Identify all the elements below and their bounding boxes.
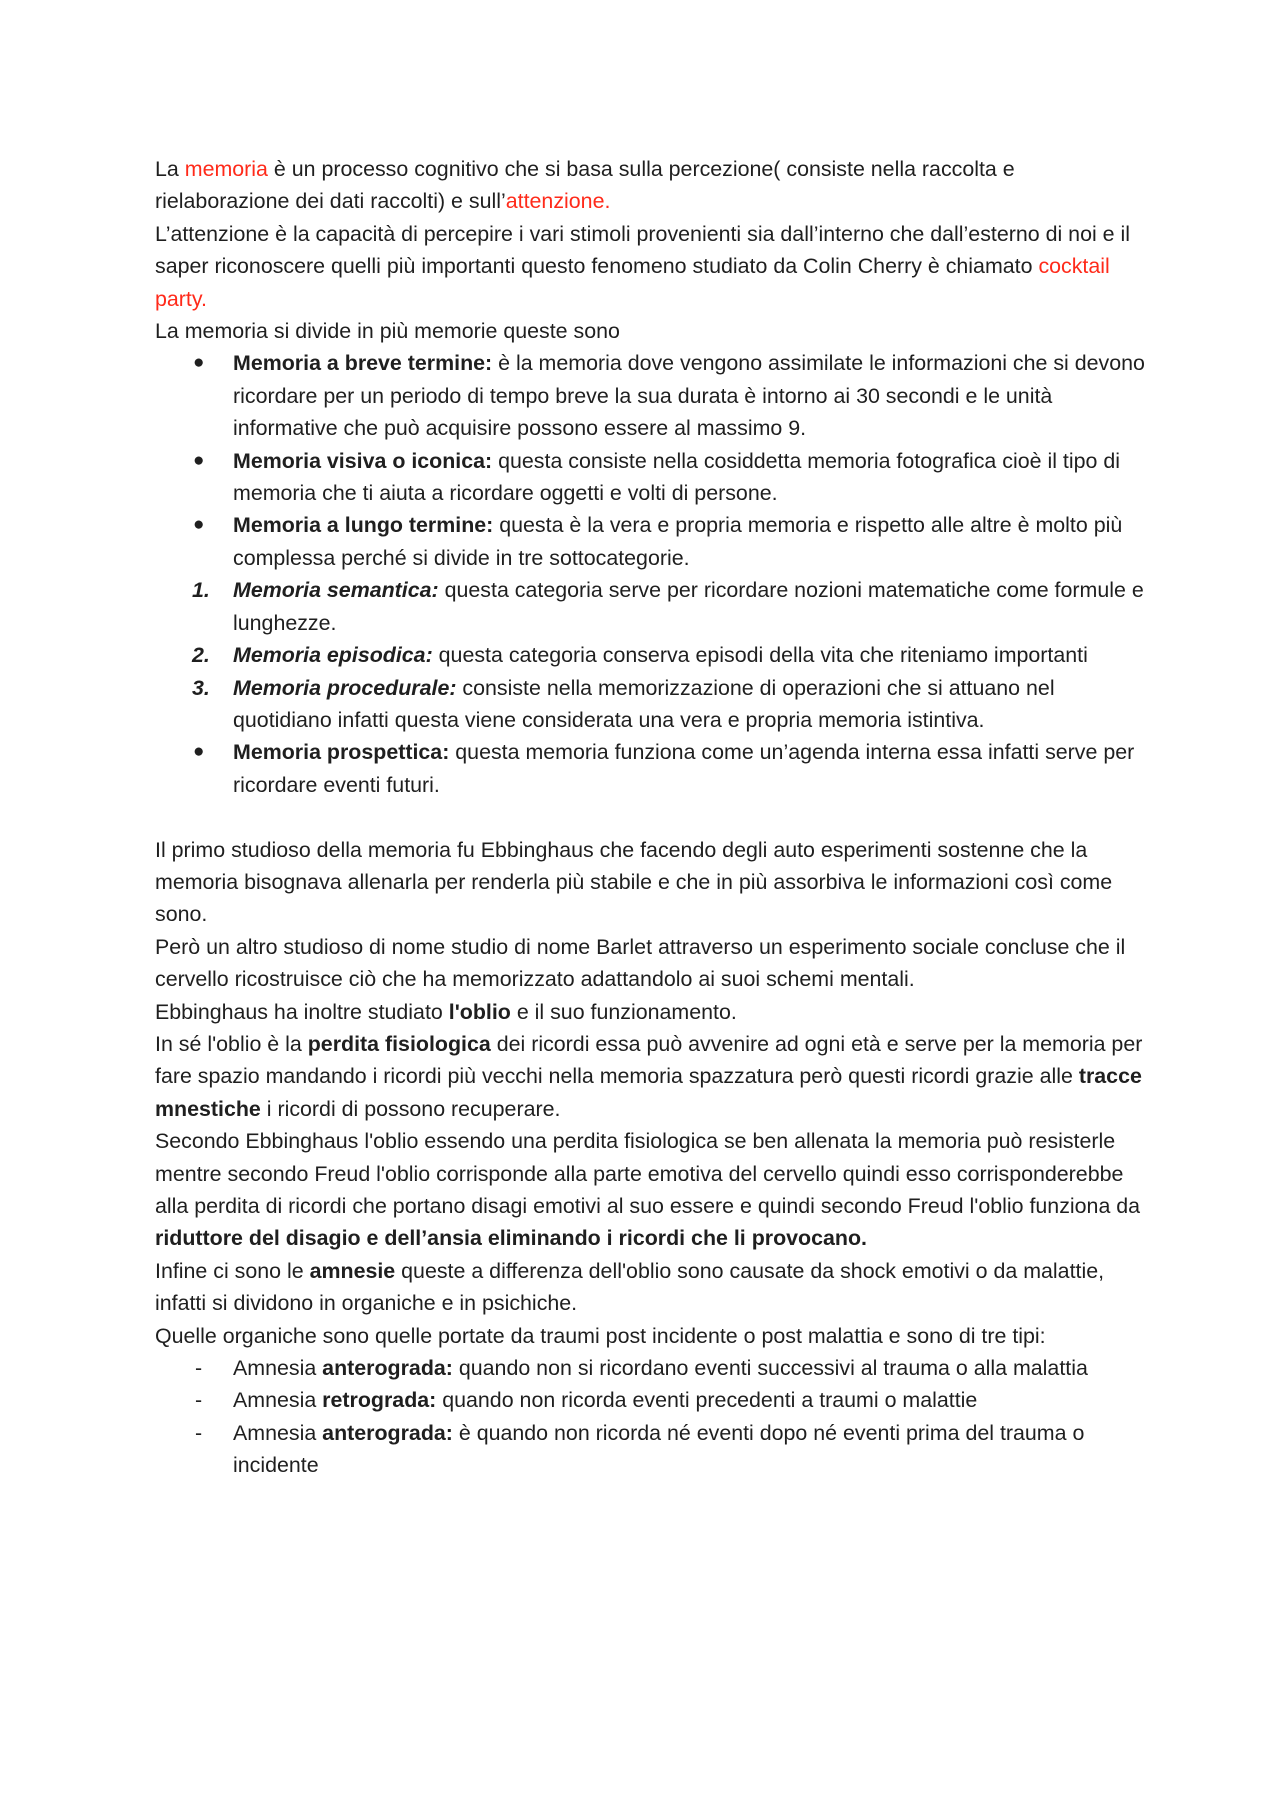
definition: questa consiste nella cosiddetta memoria fotografica cioè il tipo di memoria che ti aiuta a ricordare oggetti e volti di persone. <box>233 448 1120 506</box>
body-paragraph-barlet: Però un altro studioso di nome studio di nome Barlet attraverso un esperimento sociale concluse che il cervello ricostruisce ciò che ha memorizzato adattandolo ai suoi schemi mentali. <box>155 934 1126 992</box>
body-paragraph-organiche: Quelle organiche sono quelle portate da traumi post incidente o post malattia e sono di tre tipi: <box>155 1323 1046 1348</box>
body-paragraph-oblio-definition <box>155 1028 1145 1125</box>
paragraph-gap <box>155 801 1145 833</box>
list-item <box>155 639 1145 671</box>
term: Memoria a breve termine: <box>233 351 493 376</box>
text-run: L’attenzione è la capacità di percepire i vari stimoli provenienti sia dall’interno che dall’esterno di noi e il saper riconoscere quelli più importanti questo fenomeno studiato da Colin Cherry è chiamato <box>155 221 1131 279</box>
list-item <box>155 574 1145 639</box>
text-run: Infine ci sono le <box>155 1258 310 1283</box>
document-body <box>155 153 1145 1482</box>
term: anterograda: <box>322 1420 453 1445</box>
definition: consiste nella memorizzazione di operazioni che si attuano nel quotidiano infatti questa viene considerata una vera e propria memoria istintiva. <box>233 675 1055 732</box>
list-item <box>155 736 1145 801</box>
dash-marker: - <box>195 1356 203 1381</box>
list-number: 3. <box>192 675 210 700</box>
text-run: La <box>155 157 185 181</box>
definition: quando non ricorda eventi precedenti a traumi o malattie <box>436 1388 978 1413</box>
body-paragraph-freud <box>155 1125 1145 1255</box>
term: Memoria prospettica: <box>233 740 450 765</box>
list-item <box>155 347 1145 444</box>
definition: questa categoria conserva episodi della vita che riteniamo importanti <box>432 643 1088 668</box>
intro-paragraph-3: La memoria si divide in più memorie queste sono <box>155 319 620 344</box>
text-run: Amnesia <box>233 1420 323 1445</box>
dash-marker: - <box>195 1388 203 1413</box>
list-number: 2. <box>192 643 210 668</box>
text-run: dei ricordi essa può avvenire ad ogni età e serve per la memoria per fare spazio mandando i ricordi più vecchi nella memoria spazzatura però questi ricordi grazie alle <box>155 1031 1143 1089</box>
list-item <box>155 1384 1145 1416</box>
term: Memoria procedurale: <box>233 675 457 700</box>
list-item <box>155 672 1145 737</box>
list-number: 1. <box>192 578 210 603</box>
text-run: Secondo Ebbinghaus l'oblio essendo una perdita fisiologica se ben allenata la memoria può resisterle mentre secondo Freud l'oblio corrisponde alla parte emotiva del cervello quindi esso corrisponderebbe alla perdita di ricordi che portano disagi emotivi al suo essere e quindi secondo Freud l'oblio funziona da <box>155 1129 1141 1218</box>
term: Memoria episodica: <box>233 643 433 668</box>
bullet-icon: ● <box>193 449 205 471</box>
text-run: Amnesia <box>233 1388 323 1413</box>
term: Memoria semantica: <box>233 578 439 603</box>
term: retrograda: <box>322 1388 437 1413</box>
memory-types-list <box>155 347 1145 801</box>
term: Memoria visiva o iconica: <box>233 448 493 473</box>
definition: è quando non ricorda né eventi dopo né eventi prima del trauma o incidente <box>233 1420 1085 1478</box>
intro-paragraph-2 <box>155 218 1145 315</box>
term: Memoria a lungo termine: <box>233 513 494 538</box>
amnesia-types-list <box>155 1352 1145 1482</box>
text-run: queste a differenza dell'oblio sono causate da shock emotivi o da malattie, infatti si dividono in organiche e in psichiche. <box>155 1258 1105 1316</box>
term-perdita-fisiologica: perdita fisiologica <box>307 1031 491 1056</box>
text-run: e il suo funzionamento. <box>510 999 737 1024</box>
term-riduttore: riduttore del disagio e dell’ansia eliminando i ricordi che li provocano. <box>155 1226 867 1251</box>
text-run: Amnesia <box>233 1356 323 1381</box>
body-paragraph-amnesie <box>155 1255 1145 1320</box>
list-item <box>155 1417 1145 1482</box>
term-oblio: l'oblio <box>448 999 511 1024</box>
bullet-icon: ● <box>193 352 205 374</box>
term-tracce-mnestiche: tracce mnestiche <box>155 1064 1142 1121</box>
highlight-cocktail-party: cocktail party. <box>155 254 1110 311</box>
list-item <box>155 445 1145 510</box>
definition: è la memoria dove vengono assimilate le informazioni che si devono ricordare per un periodo di tempo breve la sua durata è intorno ai 30 secondi e le unità informative che può acquisire possono essere al massimo 9. <box>233 351 1145 441</box>
text-run: è un processo cognitivo che si basa sulla percezione( consiste nella raccolta e rielaborazione dei dati raccolti) e sull’ <box>155 157 1015 214</box>
term-amnesie: amnesie <box>309 1258 396 1283</box>
text-run: In sé l'oblio è la <box>155 1031 308 1056</box>
definition: questa memoria funziona come un’agenda interna essa infatti serve per ricordare eventi futuri. <box>233 740 1135 797</box>
list-item <box>155 509 1145 574</box>
bullet-icon: ● <box>193 741 205 763</box>
definition: questa è la vera e propria memoria e rispetto alle altre è molto più complessa perché si divide in tre sottocategorie. <box>233 513 1123 570</box>
term: anterograda: <box>322 1356 453 1381</box>
highlight-memoria: memoria <box>184 157 268 181</box>
intro-paragraph-1 <box>155 153 1145 218</box>
definition: questa categoria serve per ricordare nozioni matematiche come formule e lunghezze. <box>233 578 1144 635</box>
body-paragraph-oblio-intro <box>155 996 1145 1028</box>
body-paragraph-ebbinghaus: Il primo studioso della memoria fu Ebbinghaus che facendo degli auto esperimenti sostenne che la memoria bisognava allenarla per renderla più stabile e che in più assorbiva le informazioni così come sono. <box>155 837 1113 927</box>
bullet-icon: ● <box>193 514 205 536</box>
text-run: i ricordi di possono recuperare. <box>260 1096 561 1121</box>
highlight-attenzione: attenzione. <box>505 189 611 214</box>
list-item <box>155 1352 1145 1384</box>
dash-marker: - <box>195 1420 203 1445</box>
definition: quando non si ricordano eventi successivi al trauma o alla malattia <box>452 1356 1088 1381</box>
text-run: Ebbinghaus ha inoltre studiato <box>155 999 449 1024</box>
